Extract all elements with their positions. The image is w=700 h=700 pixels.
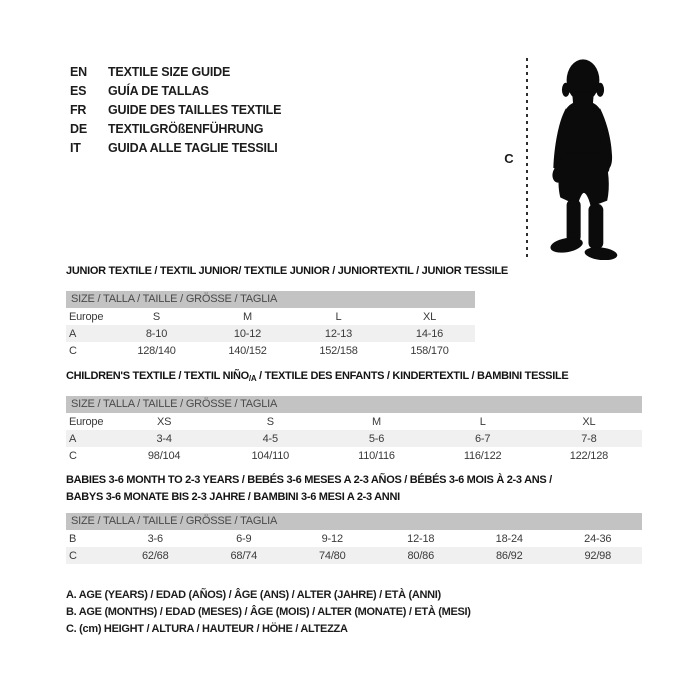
row-label: Europe	[69, 415, 104, 428]
table-cell: 8-10	[111, 325, 202, 342]
language-code: IT	[70, 141, 81, 155]
table-cell: L	[479, 415, 486, 428]
language-label: GUIDE DES TAILLES TEXTILE	[108, 103, 282, 117]
footnote-legend	[66, 587, 471, 638]
children-size-table	[66, 413, 642, 464]
table-cell: 152/158	[319, 344, 358, 357]
language-code: FR	[70, 103, 87, 117]
language-code: EN	[70, 65, 87, 79]
table-cell: L	[335, 310, 342, 323]
table-cell: 5-6	[323, 430, 429, 447]
table-cell: S	[266, 415, 274, 428]
table-cell: 80/86	[377, 547, 466, 564]
table-row	[66, 447, 642, 464]
language-row-es	[70, 82, 281, 101]
table-cell: 86/92	[465, 547, 554, 564]
babies-table-title-line2: BABYS 3-6 MONATE BIS 2-3 JAHRE / BAMBINI 3-6 MESI A 2-3 ANNI	[66, 491, 400, 503]
table-cell: 3-6	[147, 532, 163, 545]
table-cell: 9-12	[321, 532, 343, 545]
row-label: A	[66, 430, 111, 447]
table-cell: XL	[422, 310, 437, 323]
language-label: GUÍA DE TALLAS	[108, 84, 209, 98]
table-row	[66, 413, 642, 430]
height-measure-label: C	[504, 151, 514, 166]
row-label: A	[66, 325, 111, 342]
table-cell: 10-12	[202, 325, 293, 342]
table-cell: 158/170	[410, 344, 449, 357]
table-cell: 68/74	[200, 547, 289, 564]
language-code: ES	[70, 84, 87, 98]
table-row	[66, 530, 642, 547]
table-cell: XS	[156, 415, 172, 428]
table-cell: M	[371, 415, 381, 428]
row-label: C	[69, 344, 77, 357]
table-cell: 128/140	[137, 344, 176, 357]
table-cell: 98/104	[147, 449, 181, 462]
table-cell: 18-24	[495, 532, 523, 545]
table-row	[66, 547, 642, 564]
babies-size-table	[66, 530, 642, 564]
junior-size-header: SIZE / TALLA / TAILLE / GRÖSSE / TAGLIA	[66, 291, 475, 308]
table-cell: 74/80	[288, 547, 377, 564]
language-row-de	[70, 120, 281, 139]
height-measure-dashed-line	[526, 58, 528, 259]
junior-table-title: JUNIOR TEXTILE / TEXTIL JUNIOR/ TEXTILE JUNIOR / JUNIORTEXTIL / JUNIOR TESSILE	[66, 265, 508, 277]
baby-silhouette-icon	[542, 57, 624, 260]
table-cell: 92/98	[554, 547, 643, 564]
language-row-it	[70, 139, 281, 158]
table-cell: 116/122	[463, 449, 502, 462]
children-size-header: SIZE / TALLA / TAILLE / GRÖSSE / TAGLIA	[66, 396, 642, 413]
table-cell: M	[243, 310, 252, 323]
table-cell: XL	[582, 415, 596, 428]
table-cell: 24-36	[584, 532, 612, 545]
language-label: TEXTILE SIZE GUIDE	[108, 65, 231, 79]
language-label: GUIDA ALLE TAGLIE TESSILI	[108, 141, 278, 155]
footnote-a: A. AGE (YEARS) / EDAD (AÑOS) / ÂGE (ANS) / ALTER (JAHRE) / ETÀ (ANNI)	[66, 589, 441, 601]
table-cell: 14-16	[384, 325, 475, 342]
row-label: C	[66, 547, 111, 564]
title-part-subscript: /A	[248, 374, 257, 383]
footnote-c: C. (cm) HEIGHT / ALTURA / HAUTEUR / HÖHE / ALTEZZA	[66, 623, 348, 635]
row-label: B	[69, 532, 77, 545]
junior-size-table	[66, 308, 475, 359]
babies-size-header: SIZE / TALLA / TAILLE / GRÖSSE / TAGLIA	[66, 513, 642, 530]
table-cell: 12-13	[293, 325, 384, 342]
language-label: TEXTILGRÖßENFÜHRUNG	[108, 122, 264, 136]
table-cell: 104/110	[251, 449, 290, 462]
table-cell: 110/116	[358, 449, 395, 462]
table-row	[66, 430, 642, 447]
babies-table-title-line1: BABIES 3-6 MONTH TO 2-3 YEARS / BEBÉS 3-6 MESES A 2-3 AÑOS / BÉBÉS 3-6 MOIS À 2-3 ANS /	[66, 474, 552, 486]
row-label: Europe	[69, 310, 104, 323]
table-row	[66, 325, 475, 342]
language-row-fr	[70, 101, 281, 120]
table-row	[66, 308, 475, 325]
table-cell: 7-8	[536, 430, 642, 447]
language-list	[70, 63, 281, 158]
language-code: DE	[70, 122, 87, 136]
table-cell: 4-5	[217, 430, 323, 447]
table-cell: 3-4	[111, 430, 217, 447]
table-cell: 12-18	[407, 532, 435, 545]
table-cell: 140/152	[228, 344, 267, 357]
footnote-b: B. AGE (MONTHS) / EDAD (MESES) / ÂGE (MOIS) / ALTER (MONATE) / ETÀ (MESI)	[66, 606, 471, 618]
title-part: CHILDREN'S TEXTILE / TEXTIL NIÑO	[66, 370, 249, 382]
row-label: C	[69, 449, 77, 462]
table-cell: S	[152, 310, 161, 323]
table-cell: 6-7	[430, 430, 536, 447]
language-row-en	[70, 63, 281, 82]
table-cell: 122/128	[569, 449, 609, 462]
children-table-title	[66, 369, 568, 386]
table-cell: 6-9	[236, 532, 252, 545]
table-cell: 62/68	[111, 547, 200, 564]
table-row	[66, 342, 475, 359]
title-part: / TEXTILE DES ENFANTS / KINDERTEXTIL / BAMBINI TESSILE	[256, 370, 569, 382]
